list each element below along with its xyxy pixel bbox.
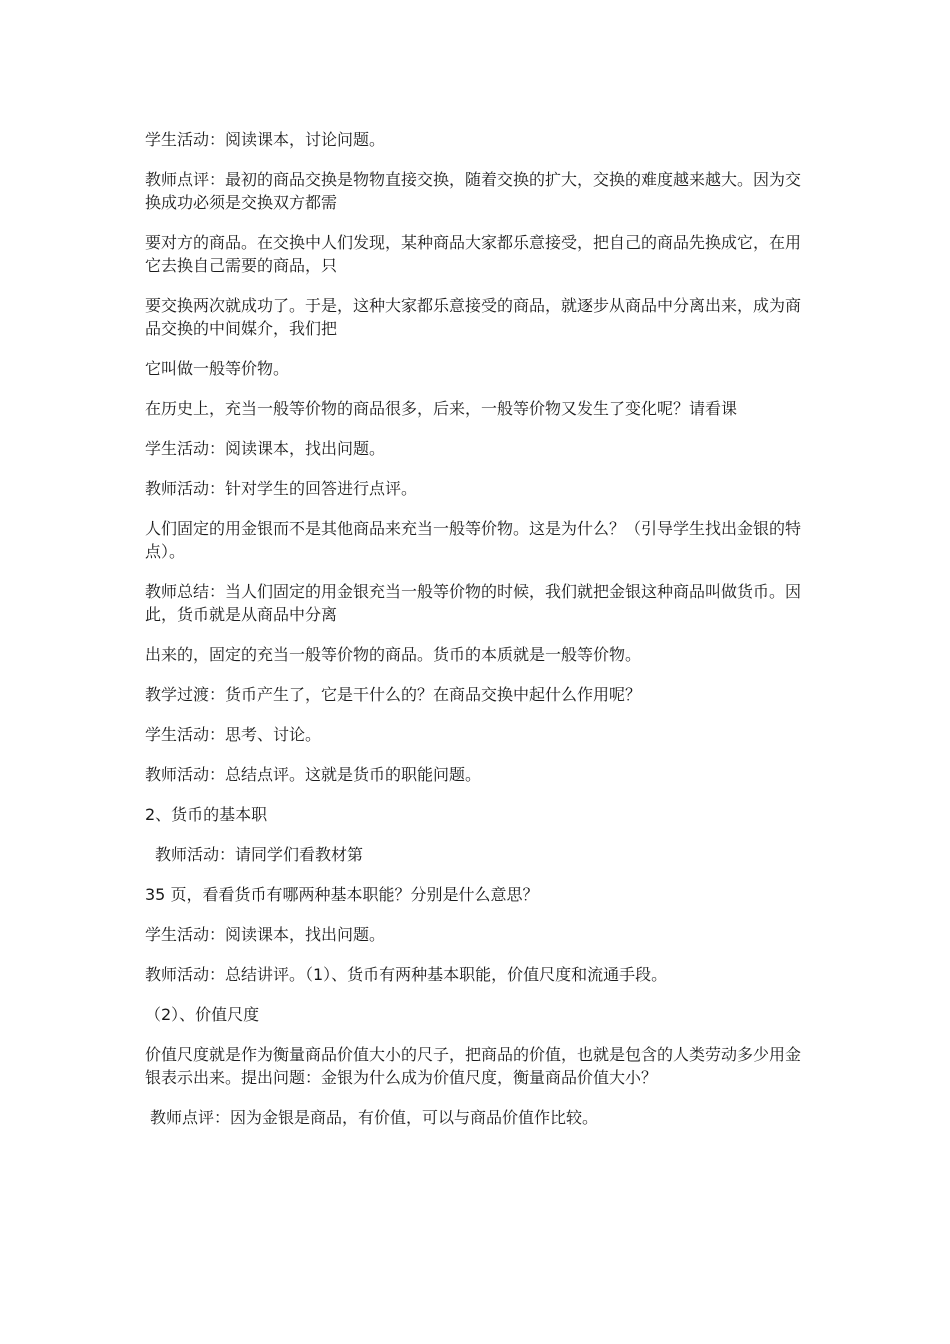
paragraph: 要交换两次就成功了。于是，这种大家都乐意接受的商品，就逐步从商品中分离出来，成为商品交换的中间媒介，我们把	[145, 296, 802, 338]
section-heading: 2、货币的基本职	[145, 805, 268, 824]
paragraph: 35 页，看看货币有哪两种基本职能？分别是什么意思？	[145, 885, 539, 904]
paragraph: 在历史上，充当一般等价物的商品很多，后来，一般等价物又发生了变化呢？请看课	[145, 399, 738, 418]
paragraph: 出来的，固定的充当一般等价物的商品。货币的本质就是一般等价物。	[145, 645, 642, 664]
paragraph: 学生活动：阅读课本，找出问题。	[145, 925, 386, 944]
paragraph: 要对方的商品。在交换中人们发现，某种商品大家都乐意接受，把自己的商品先换成它，在用它去换自己需要的商品，只	[145, 233, 802, 275]
paragraph: 它叫做一般等价物。	[145, 359, 290, 378]
paragraph: 学生活动：阅读课本，找出问题。	[145, 439, 386, 458]
paragraph: 教师点评：因为金银是商品，有价值，可以与商品价值作比较。	[150, 1108, 599, 1127]
paragraph: 学生活动：阅读课本，讨论问题。	[145, 130, 386, 149]
paragraph: 教师总结：当人们固定的用金银充当一般等价物的时候，我们就把金银这种商品叫做货币。因此，货币就是从商品中分离	[145, 582, 802, 624]
paragraph: 教师活动：总结讲评。（1）、货币有两种基本职能，价值尺度和流通手段。	[145, 965, 668, 984]
paragraph: 教师活动：总结点评。这就是货币的职能问题。	[145, 765, 482, 784]
paragraph: 人们固定的用金银而不是其他商品来充当一般等价物。这是为什么？（引导学生找出金银的特点）。	[145, 519, 802, 561]
paragraph: 学生活动：思考、讨论。	[145, 725, 322, 744]
subsection-heading: （2）、价值尺度	[145, 1005, 260, 1024]
paragraph: 教学过渡：货币产生了，它是干什么的？在商品交换中起什么作用呢？	[145, 685, 642, 704]
paragraph: 教师点评：最初的商品交换是物物直接交换，随着交换的扩大，交换的难度越来越大。因为交换成功必须是交换双方都需	[145, 170, 802, 212]
paragraph: 教师活动：针对学生的回答进行点评。	[145, 479, 418, 498]
paragraph: 教师活动：请同学们看教材第	[155, 845, 364, 864]
document-body	[145, 128, 810, 1146]
paragraph: 价值尺度就是作为衡量商品价值大小的尺子，把商品的价值，也就是包含的人类劳动多少用金银表示出来。提出问题：金银为什么成为价值尺度，衡量商品价值大小？	[145, 1045, 802, 1087]
